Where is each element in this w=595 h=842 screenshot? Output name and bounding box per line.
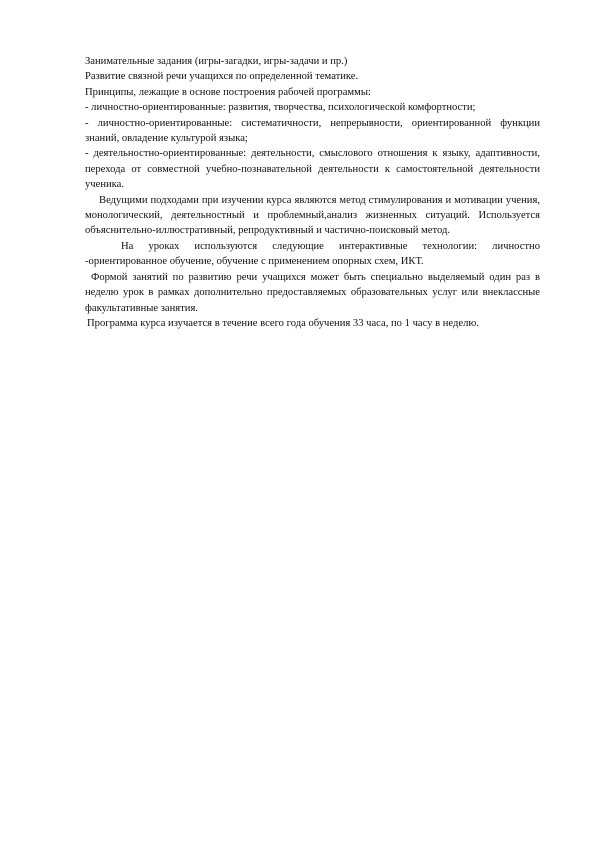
list-item-personality-oriented-1: - личностно-ориентированные: развития, творчества, психологической комфортности; (85, 102, 476, 114)
paragraph-course-hours: Программа курса изучается в течение всего года обучения 33 часа, по 1 часу в неделю. (87, 317, 479, 329)
list-item-personality-oriented-2: - личностно-ориентированные: систематичности, непрерывности, ориентированной функции знаний, овладение культурой языка; (85, 117, 540, 145)
paragraph-speech-development: Развитие связной речи учащихся по определенной тематике. (85, 71, 359, 83)
paragraph-leading-approaches: Ведущими подходами при изучении курса являются метод стимулирования и мотивации учения, монологический, деятельностный и проблемный,анализ жизненных ситуаций. Используется объяснительно-иллюстративный, репродуктивный и частично-поисковый метод. (85, 194, 540, 237)
paragraph-interactive-technologies: На уроках используются следующие интерактивные технологии: личностно -ориентированное обучение, обучение с применением опорных схем, ИКТ. (85, 240, 540, 268)
paragraph-principles-heading: Принципы, лежащие в основе построения рабочей программы: (85, 86, 371, 98)
paragraph-entertaining-tasks: Занимательные задания (игры-загадки, игры-задачи и пр.) (85, 56, 348, 67)
paragraph-lesson-form: Формой занятий по развитию речи учащихся может быть специально выделяемый один раз в неделю урок в рамках дополнительно предоставляемых образовательных услуг или внеклассные факультативные занятия. (85, 271, 540, 314)
list-item-activity-oriented: - деятельностно-ориентированные: деятельности, смыслового отношения к языку, адаптивности, перехода от совместной учебно-познавательной деятельности к самостоятельной деятельности ученика. (85, 148, 540, 191)
document-body (85, 54, 540, 331)
